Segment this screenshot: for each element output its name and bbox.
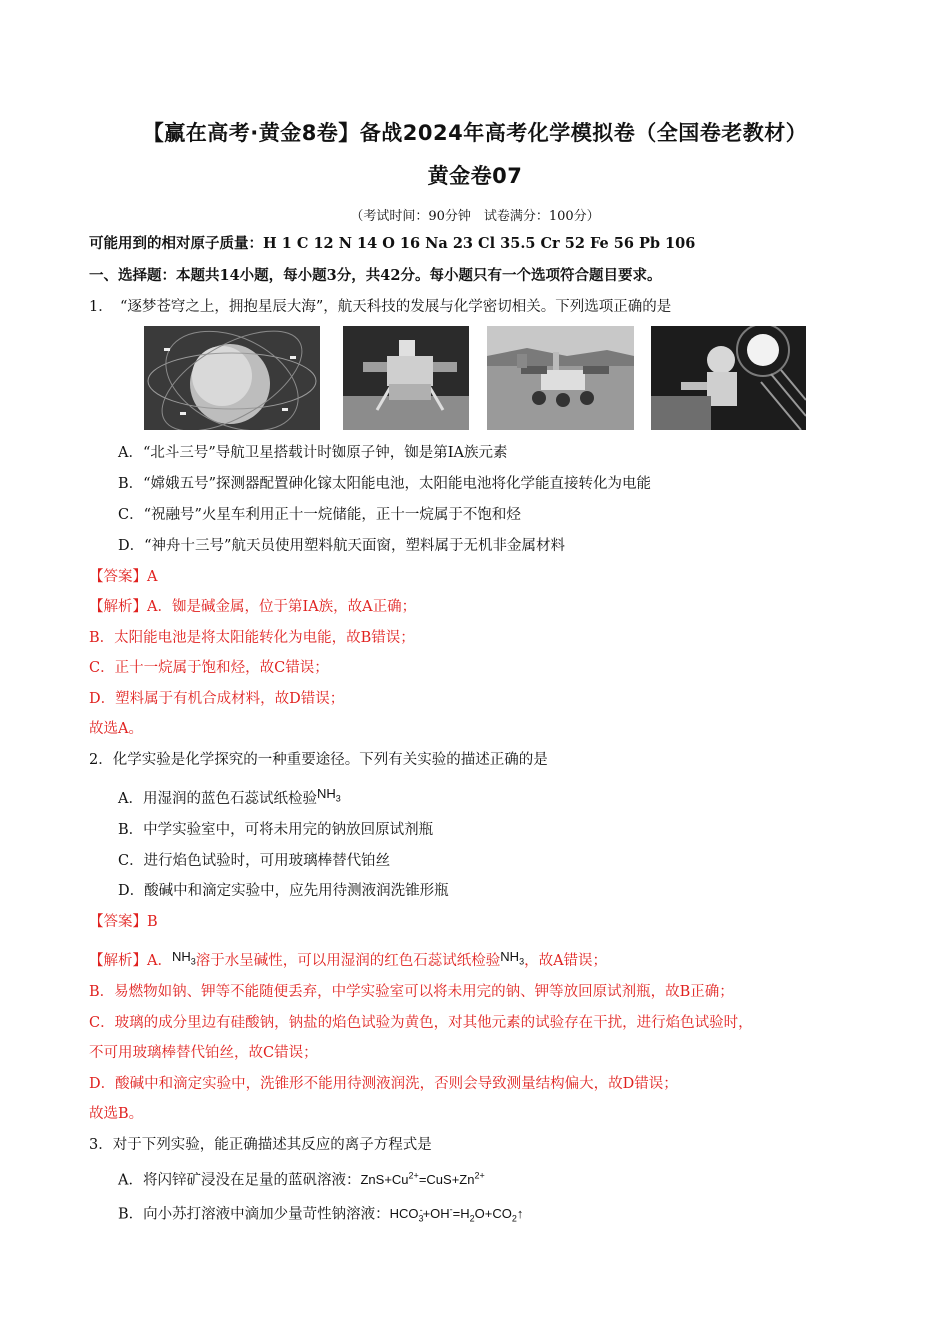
q2-stem: 2．化学实验是化学探究的一种重要途径。下列有关实验的描述正确的是 [89, 752, 548, 768]
lunar-lander-photo [343, 326, 469, 430]
q1-option-c: C．“祝融号”火星车利用正十一烷储能，正十一烷属于不饱和烃 [118, 507, 521, 523]
exam-info: （考试时间：90分钟 试卷满分：100分） [350, 209, 600, 224]
q2-option-a-text: A．用湿润的蓝色石蕊试纸检验 [118, 791, 317, 807]
q2-analysis-d: D．酸碱中和滴定实验中，洗锥形不能用待测液润洗，否则会导致测量结构偏大，故D错误； [89, 1076, 678, 1092]
q1-analysis-c: C．正十一烷属于饱和烃，故C错误； [89, 660, 329, 676]
exam-title: 【赢在高考·黄金8卷】备战2024年高考化学模拟卷（全国卷老教材） [142, 121, 808, 145]
q2-analysis-b: B．易燃物如钠、钾等不能随便丢弃，中学实验室可以将未用完的钠、钾等放回原试剂瓶，故B正确； [89, 984, 734, 1000]
q1-option-a: A．“北斗三号”导航卫星搭载计时铷原子钟，铷是第ⅠA族元素 [118, 445, 508, 461]
mars-rover-photo [487, 326, 634, 430]
zns-equation: $ZnS+Cu^{2+}=CuS+Zn^{2+}$ [360, 1171, 485, 1188]
q3-stem: 3．对于下列实验，能正确描述其反应的离子方程式是 [89, 1137, 432, 1153]
q2-analysis-c: C．玻璃的成分里边有硅酸钠，钠盐的焰色试验为黄色，对其他元素的试验存在干扰，进行焰色试验时， [89, 1015, 753, 1031]
nh3-formula: $NH_3$ [500, 949, 525, 967]
q1-stem: 1． “逐梦苍穹之上，拥抱星辰大海”，航天科技的发展与化学密切相关。下列选项正确的是 [89, 299, 672, 315]
exam-subtitle: 黄金卷07 [427, 164, 523, 188]
q1-conclusion: 故选A。 [89, 721, 143, 737]
q1-analysis-a: 【解析】A．铷是碱金属，位于第ⅠA族，故A正确； [89, 599, 417, 615]
q2-option-d: D．酸碱中和滴定实验中，应先用待测液润洗锥形瓶 [118, 883, 449, 899]
q2-option-c: C．进行焰色试验时，可用玻璃棒替代铂丝 [118, 853, 391, 869]
q3-option-b: B．向小苏打溶液中滴加少量苛性钠溶液：$HCO_3^-+OH^-=H_2O+CO_2↑$ [118, 1205, 524, 1224]
q1-option-d: D．“神舟十三号”航天员使用塑料航天面窗，塑料属于无机非金属材料 [118, 538, 565, 554]
atomic-mass-line: 可能用到的相对原子质量：H 1 C 12 N 14 O 16 Na 23 Cl 35.5 Cr 52 Fe 56 Pb 106 [89, 235, 696, 252]
nh3-formula: $NH_3$ [171, 949, 196, 967]
q2-answer: 【答案】B [89, 914, 158, 930]
hco3-equation: $HCO_3^-+OH^-=H_2O+CO_2↑$ [389, 1205, 524, 1224]
q2-conclusion: 故选B。 [89, 1106, 144, 1122]
q1-analysis-b: B．太阳能电池是将太阳能转化为电能，故B错误； [89, 630, 415, 646]
q1-answer: 【答案】A [89, 569, 158, 585]
q2-analysis-c-cont: 不可用玻璃棒替代铂丝，故C错误； [89, 1045, 318, 1061]
q2-option-a [118, 784, 341, 809]
section-heading: 一、选择题：本题共14小题，每小题3分，共42分。每小题只有一个选项符合题目要求。 [89, 267, 662, 284]
q1-photo-strip [144, 326, 806, 430]
q1-option-b: B．“嫦娥五号”探测器配置砷化镓太阳能电池，太阳能电池将化学能直接转化为电能 [118, 476, 651, 492]
satellite-orbit-photo [144, 326, 320, 430]
astronaut-spacewalk-photo [651, 326, 806, 430]
q2-option-b: B．中学实验室中，可将未用完的钠放回原试剂瓶 [118, 822, 434, 838]
q2-analysis-a: 【解析】A．$NH_3$溶于水呈碱性，可以用湿润的红色石蕊试纸检验$NH_3$，故A错误； [89, 949, 608, 969]
q3-option-a: A．将闪锌矿浸没在足量的蓝矾溶液：$ZnS+Cu^{2+}=CuS+Zn^{2+}$ [118, 1171, 485, 1189]
q1-analysis-d: D．塑料属于有机合成材料，故D错误； [89, 691, 345, 707]
nh3-formula: $NH_3$ [316, 786, 341, 804]
